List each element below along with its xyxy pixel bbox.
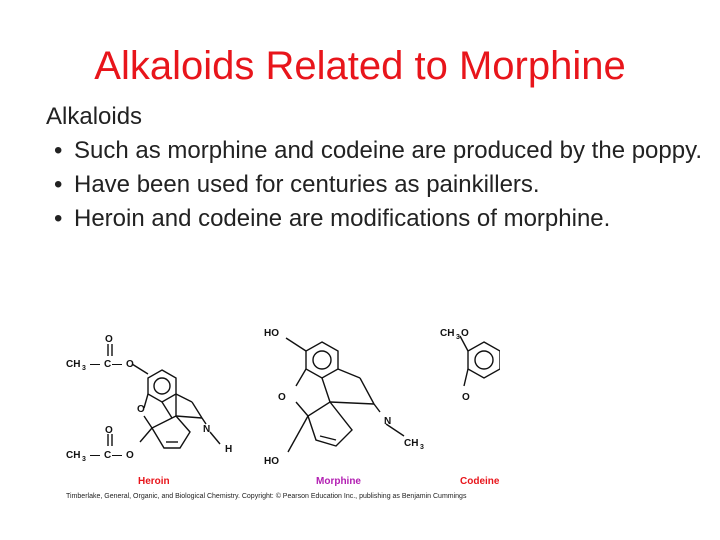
atom-label: C bbox=[104, 359, 112, 370]
atom-subscript: 3 bbox=[420, 444, 424, 451]
atom-label: O bbox=[126, 359, 134, 370]
atom-label: CH bbox=[66, 450, 81, 461]
atom-label: N bbox=[203, 424, 211, 435]
atom-subscript: 3 bbox=[82, 456, 86, 463]
morphine-structure bbox=[286, 338, 404, 452]
bullet-item bbox=[46, 202, 706, 236]
bullet-marker: • bbox=[54, 137, 63, 164]
atom-label: O bbox=[105, 425, 113, 436]
bullet-text: Heroin and codeine are modifications of morphine. bbox=[74, 205, 611, 232]
morphine-atom-labels bbox=[264, 328, 424, 467]
bullet-marker: • bbox=[54, 171, 63, 198]
atom-label: H bbox=[225, 444, 233, 455]
atom-label: CH bbox=[440, 328, 455, 339]
alkaloid-structures-figure bbox=[60, 312, 500, 502]
bullet-text: Such as morphine and codeine are produced by the poppy. bbox=[74, 137, 702, 164]
bullet-item bbox=[46, 134, 706, 168]
atom-label: — bbox=[112, 450, 122, 461]
atom-label: N bbox=[384, 416, 392, 427]
heroin-atom-labels bbox=[66, 334, 232, 463]
bullet-item bbox=[46, 168, 706, 202]
bullet-marker: • bbox=[54, 205, 63, 232]
atom-label: O bbox=[462, 392, 470, 403]
atom-label: C bbox=[104, 450, 112, 461]
codeine-atom-labels bbox=[440, 328, 470, 403]
codeine-structure bbox=[460, 336, 500, 386]
atom-subscript: 3 bbox=[456, 334, 460, 341]
atom-label: — bbox=[90, 359, 100, 370]
structures-svg bbox=[60, 312, 500, 502]
figure-caption: Timberlake, General, Organic, and Biological Chemistry. Copyright: © Pearson Education Inc., publishing as Benjamin Cummings bbox=[66, 493, 467, 500]
atom-label: CH bbox=[66, 359, 81, 370]
body-heading: Alkaloids bbox=[46, 103, 143, 130]
atom-label: O bbox=[278, 392, 286, 403]
atom-label: O bbox=[461, 328, 469, 339]
atom-label: — bbox=[90, 450, 100, 461]
molecule-name-heroin: Heroin bbox=[138, 476, 170, 487]
molecule-name-morphine: Morphine bbox=[316, 476, 361, 487]
atom-label: O bbox=[126, 450, 134, 461]
molecule-name-codeine: Codeine bbox=[460, 476, 500, 487]
atom-label: HO bbox=[264, 328, 279, 339]
atom-label: HO bbox=[264, 456, 279, 467]
atom-label: O bbox=[105, 334, 113, 345]
atom-label: O bbox=[137, 404, 145, 415]
atom-subscript: 3 bbox=[82, 365, 86, 372]
slide-body bbox=[46, 100, 706, 236]
bullet-text: Have been used for centuries as painkillers. bbox=[74, 171, 540, 198]
atom-label: CH bbox=[404, 438, 419, 449]
slide-title: Alkaloids Related to Morphine bbox=[94, 44, 626, 88]
atom-label: — bbox=[112, 359, 122, 370]
